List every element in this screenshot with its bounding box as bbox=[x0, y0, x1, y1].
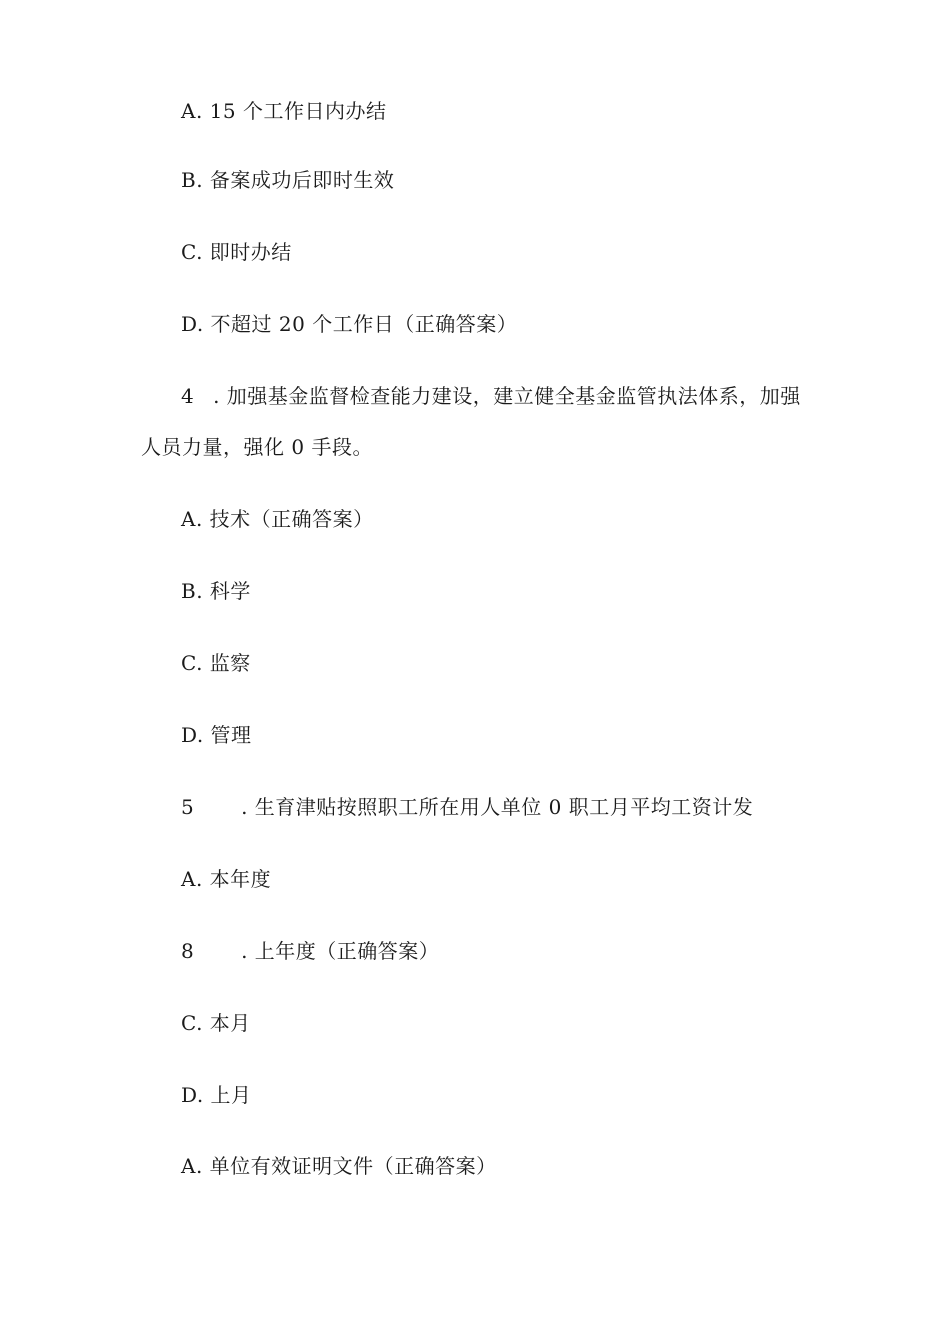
option-a-technology: A. 技术（正确答案） bbox=[181, 507, 374, 531]
option-b-science: B. 科学 bbox=[181, 579, 251, 603]
question-4 bbox=[181, 384, 801, 408]
option-c-immediate-completion: C. 即时办结 bbox=[181, 240, 292, 264]
question-4-text: . 加强基金监督检查能力建设，建立健全基金监管执法体系，加强 bbox=[213, 384, 801, 408]
question-4-continuation: 人员力量，强化 0 手段。 bbox=[141, 435, 373, 459]
option-a-unit-certificate: A. 单位有效证明文件（正确答案） bbox=[181, 1154, 497, 1178]
question-5-number: 5 bbox=[181, 795, 195, 819]
option-c-this-month: C. 本月 bbox=[181, 1011, 251, 1035]
question-8-text: . 上年度（正确答案） bbox=[241, 939, 440, 963]
option-d-20-days: D. 不超过 20 个工作日（正确答案） bbox=[181, 312, 518, 336]
question-4-number: 4 bbox=[181, 384, 195, 408]
option-c-supervision: C. 监察 bbox=[181, 651, 251, 675]
option-a-15-days: A. 15 个工作日内办结 bbox=[181, 99, 387, 123]
option-a-this-year: A. 本年度 bbox=[181, 867, 272, 891]
question-5 bbox=[181, 795, 753, 819]
option-d-last-month: D. 上月 bbox=[181, 1083, 252, 1107]
question-5-text: . 生育津贴按照职工所在用人单位 0 职工月平均工资计发 bbox=[241, 795, 754, 819]
question-8-number: 8 bbox=[181, 939, 195, 963]
question-8 bbox=[181, 939, 439, 963]
option-b-immediate: B. 备案成功后即时生效 bbox=[181, 168, 395, 192]
option-d-management: D. 管理 bbox=[181, 723, 252, 747]
